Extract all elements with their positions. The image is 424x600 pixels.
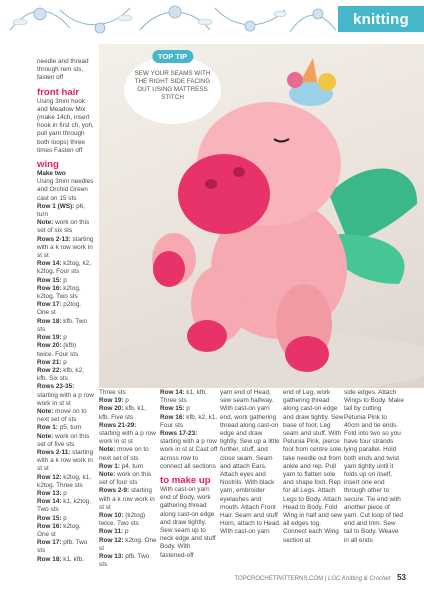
row-label: Note: [37, 432, 54, 440]
row-label: Row 21: [37, 358, 62, 366]
row-label: Row 19: [99, 397, 124, 405]
row-label: Rows 2-9: [99, 487, 130, 495]
text-column-4 [220, 389, 281, 537]
row-label: Row 12: [37, 473, 62, 481]
row-text: k2tog. One st [99, 536, 157, 552]
row-text: k1, k2tog. Two sts [37, 498, 92, 514]
row-text: work on this set of four sts [99, 471, 152, 487]
row-label: Row 16: [37, 522, 62, 530]
row-text: pfb. Two sts [37, 539, 88, 555]
row-text: starting with a k row work in st st [37, 235, 94, 260]
row-text: starting with a p row work in st st [99, 430, 156, 446]
row-text: k2tog, k2tog. Two sts [37, 284, 81, 301]
section-heading-front-hair: front hair [37, 86, 80, 98]
paragraph: Using 3mm hook and Meadow Mix (make 14ch, insert hook in first ch, yoh, pull yarn through both loops) three times Fasten off [37, 97, 94, 154]
row-label: Row 15: [37, 276, 62, 284]
page-number: 53 [397, 573, 406, 582]
row-text: work on this set of five sts [37, 432, 90, 448]
row-label: Row 17: [37, 539, 62, 547]
page-footer [234, 573, 406, 582]
header-band [0, 0, 424, 40]
row-text: kfb, k1, kfb. Five sts [99, 405, 146, 421]
row-label: Row 17: [37, 301, 62, 309]
row-label: Row 16: [37, 284, 62, 292]
row-text: p [63, 334, 67, 342]
row-text: p [63, 276, 67, 284]
row-label: Row 15: [160, 405, 185, 413]
row-label: Row 1: [37, 424, 58, 432]
row-label: Row 13: [37, 489, 62, 497]
row-label: Note: [37, 219, 54, 227]
row-label: Rows 23-35: [37, 383, 75, 391]
row-text: p [186, 405, 190, 413]
row-label: Rows 2-13: [37, 235, 71, 243]
row-text: p [125, 397, 129, 405]
row-label: Row 18: [37, 555, 62, 563]
row-label: Row 18: [37, 317, 62, 325]
row-text: kfb. Two sts [37, 317, 87, 333]
top-tip-callout [124, 52, 221, 124]
paragraph: Using 3mm needles and Orchid Green cast on 15 sts [37, 178, 94, 202]
text-column-3 [160, 389, 218, 560]
section-heading-wing: wing [37, 159, 59, 171]
row-text: move on to next set of sts [37, 407, 87, 424]
row-text: move on to next set of sts [99, 446, 149, 462]
row-label: Rows 2-11: [37, 448, 71, 456]
paragraph: end of Leg, work gathering thread along cast-on edge and draw tightly. Sew base of foot, Leg seam and stuff. With Petunia Pink, pierce foot from centre sole, take needle out from ankle and rep. Pull yarn to flatten sole and shape foot. Rep for all Legs. Attach Legs to Body. Attach Head to Body. Fold Wing in half and sew all edges tog. Connect each Wing section at [283, 389, 344, 544]
row-text: kfb, k2, k1. Four sts [160, 413, 218, 429]
row-label: Row 13: [99, 553, 124, 561]
instruction-label: Make two [37, 170, 66, 178]
row-text: k2tog. One st [37, 522, 81, 538]
row-label: Row 14: [37, 498, 62, 506]
row-label: Rows 17-23: [160, 430, 198, 438]
section-tab: knitting [338, 6, 424, 32]
text-column-2 [99, 389, 157, 569]
row-text: p5, turn [59, 424, 82, 432]
row-text: (k2tog) twice. Two sts [99, 512, 146, 528]
row-text: p [63, 358, 67, 366]
row-text: k2tog, k1, k2tog. Three sts [37, 473, 92, 489]
row-label: Note: [99, 446, 116, 454]
row-label: Note: [99, 471, 116, 479]
top-tip-text: SEW YOUR SEAMS WITH THE RIGHT SIDE FACING OUT USING MATTRESS STITCH [134, 70, 211, 101]
row-text: work on this set of six sts [37, 219, 90, 235]
row-text: starting with a k row work in st st [99, 487, 155, 511]
footer-magazine: LGC Knitting & Crochet [328, 576, 391, 582]
row-text: p [63, 514, 67, 522]
row-text: kfb, k2, kfb. Six sts [37, 366, 84, 383]
top-tip-label: TOP TIP [152, 50, 193, 63]
row-text: starting with a k row work in st st [37, 448, 94, 473]
row-text: p4, turn [121, 462, 144, 470]
row-label: Rows 21-29: [99, 421, 137, 429]
row-label: Row 16: [160, 413, 185, 421]
row-label: Row 10: [99, 512, 124, 520]
row-label: Row 22: [37, 366, 62, 374]
section-heading-to-make-up: to make up [160, 475, 211, 487]
paragraph: needle and thread through rem sts, fasten off [37, 58, 89, 82]
row-text: k1, kfb. Three sts [160, 389, 207, 405]
paragraph: yarn end of Head, sew seam halfway. With cast-on yarn end, work gathering thread along cast-on edge and draw tightly. Sew up a little further, stuff, and close seam. Seam and attach Ears. Attach eyes and Nostrils. With black yarn, embroider eyelashes and mouth. Attach Front Hair. Seam and stuff Horn, attach to Head. With cast-on yarn [220, 389, 281, 536]
row-text: p [63, 489, 67, 497]
row-text: k2tog, k2, k2tog. Four sts [37, 260, 92, 276]
row-text: k1, kfb. [63, 555, 84, 563]
row-label: Row 11: [99, 528, 124, 536]
paragraph: side edges. Attach Wings to Body. Make tail by cutting Petunia Pink to 40cm and tie ends. Fold into two so you have four strands lying parallel. Hold both ends and twist yarn tightly until it folds up on itself, insert one end through other to secure. Tie end with another piece of yarn. Cut loop of tied end and trim. Sew tail to Body. Weave in all ends [344, 389, 404, 544]
row-text: p [124, 528, 129, 536]
row-label: Row 1 (WS): [37, 202, 75, 210]
row-label: Row 20: [99, 405, 124, 413]
text-column-1 [37, 58, 94, 564]
footer-separator: | [323, 576, 329, 582]
row-label: Row 14: [160, 389, 185, 396]
row-text: (kfb) twice. Four sts [37, 342, 79, 358]
footer-site: TOPCROCHETPATTERNS.COM [234, 576, 324, 582]
paragraph: With cast-on yarn end of Body, work gathering thread along cast-on edge and draw tightly. Sew seam up to neck edge and stuff Body. With fastened-off [160, 486, 216, 559]
row-label: Row 1: [99, 462, 120, 470]
row-label: Row 15: [37, 514, 62, 522]
row-label: Row 19: [37, 334, 62, 342]
text-column-5 [283, 389, 344, 545]
row-label: Row 12: [99, 536, 124, 544]
row-text: p6, turn [37, 202, 85, 219]
text-column-6 [344, 389, 404, 545]
row-text: p2tog. One st [37, 301, 82, 317]
row-text: starting with a p row work in st st [37, 391, 94, 407]
paragraph: Three sts [99, 389, 126, 396]
row-label: Row 14: [37, 260, 62, 268]
row-label: Row 20: [37, 342, 62, 350]
row-label: Note: [37, 407, 54, 415]
row-text: starting with a p row work in st st Cast off across row to connect all sections [160, 438, 218, 470]
row-text: pfb. Two sts [99, 553, 150, 569]
